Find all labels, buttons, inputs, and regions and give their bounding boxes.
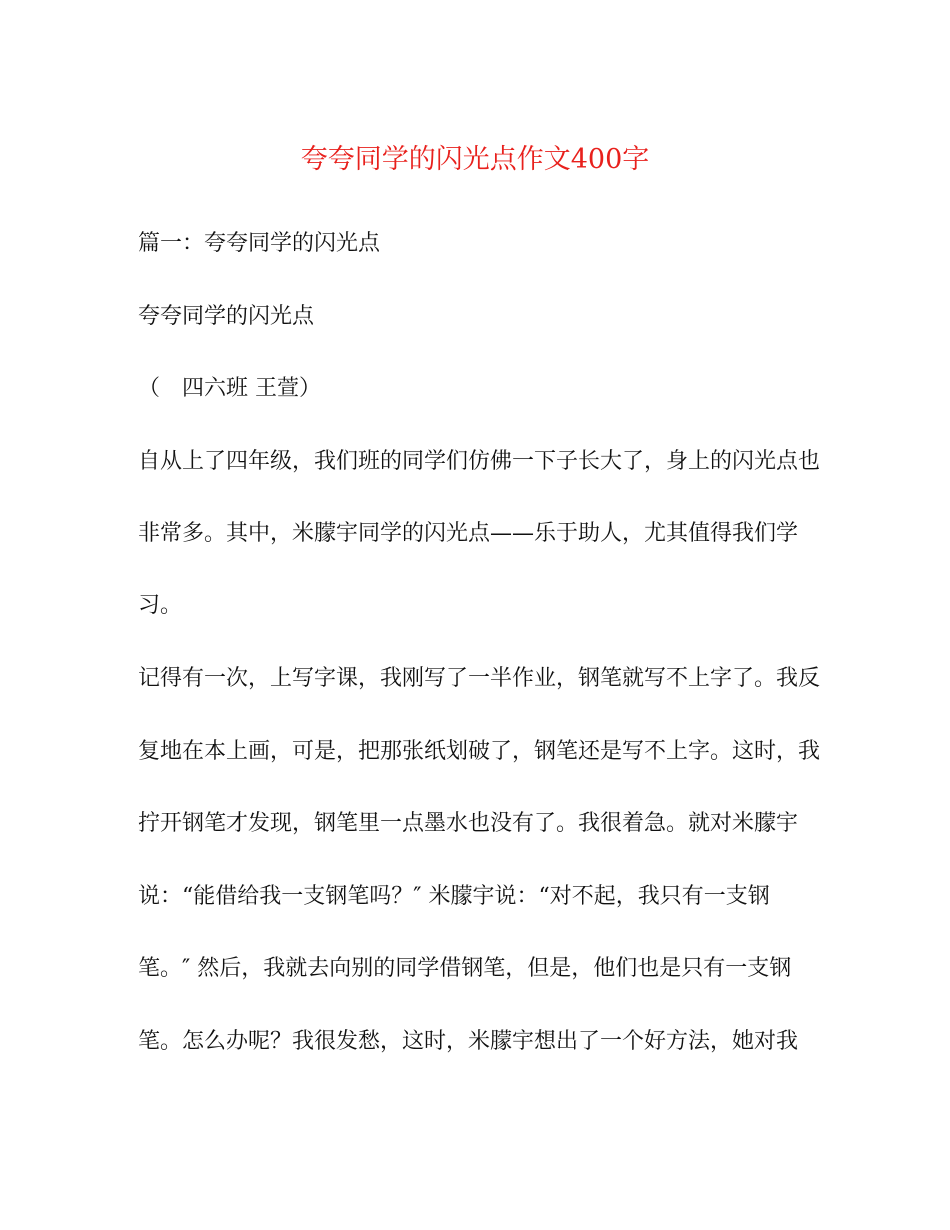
- essay-title: 夸夸同学的闪光点: [138, 304, 315, 329]
- author-line: （ 四六班 王萱）: [138, 376, 321, 401]
- body-line: 习。: [138, 593, 183, 618]
- body-line: 笔。怎么办呢？我很发愁，这时，米朦宇想出了一个好方法，她对我: [138, 1029, 799, 1054]
- section-heading: 篇一：夸夸同学的闪光点: [138, 231, 381, 256]
- body-line: 笔。″ 然后，我就去向别的同学借钢笔，但是，他们也是只有一支钢: [138, 956, 792, 981]
- body-line: 非常多。其中，米朦宇同学的闪光点——乐于助人，尤其值得我们学: [138, 521, 799, 546]
- body-line: 自从上了四年级，我们班的同学们仿佛一下子长大了，身上的闪光点也: [138, 449, 821, 474]
- body-line: 拧开钢笔才发现，钢笔里一点墨水也没有了。我很着急。就对米朦宇: [138, 811, 799, 836]
- body-line: 记得有一次，上写字课，我刚写了一半作业，钢笔就写不上字了。我反: [138, 666, 821, 691]
- body-line: 说：“能借给我一支钢笔吗？″ 米朦宇说：“对不起，我只有一支钢: [138, 884, 770, 909]
- document-title: 夸夸同学的闪光点作文400字: [300, 144, 650, 175]
- body-line: 复地在本上画，可是，把那张纸划破了，钢笔还是写不上字。这时，我: [138, 739, 821, 764]
